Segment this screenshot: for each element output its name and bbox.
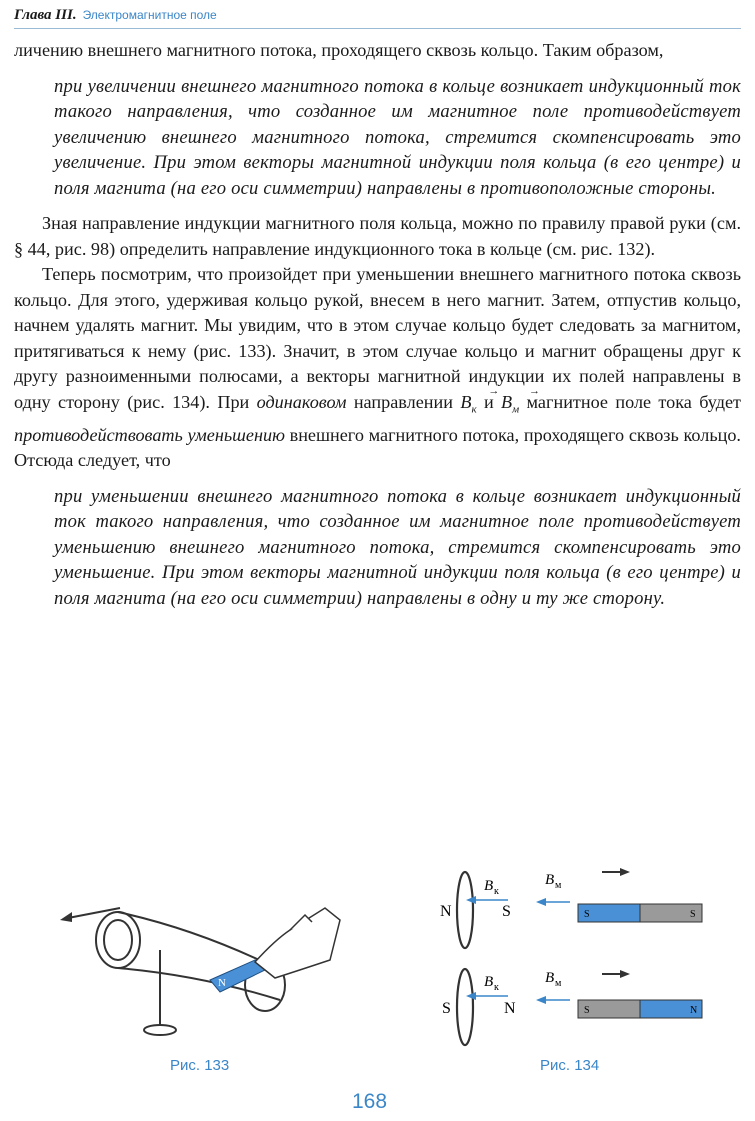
vector-bk [460,391,477,416]
paragraph-1: личению внешнего магнитного потока, проходящего сквозь кольцо. Таким образом, [14,40,664,60]
caption-fig134: Рис. 134 [540,1057,600,1074]
page-body [14,38,741,621]
magnet-bottom-left-pole: S [584,1005,590,1016]
emphasis-same: одинаковом [256,391,347,412]
ring-top-left-pole: N [440,903,452,920]
svg-text:B: B [484,878,494,894]
chapter-label: Глава III. [14,7,77,23]
paragraph-3-text-a: Теперь посмотрим, что произойдет при уменьшении внешнего магнитного потока сквозь кольцо. Для этого, удерживая кольцо рукой, внесем в него магнит. Затем, отпустив кольцо, начнем удалять магнит. Мы увидим, что в этом случае кольцо будет следовать за магнитом, притягиваться к нему (рис. 133). Значит, в этом случае кольцо и магнит обращены друг к другу разноименными полюсами, а векторы магнитной индукции их полей направлены в одну сторону (рис. 134). При [14,264,741,412]
paragraph-3 [14,262,741,474]
vector-bk-letter: B [460,391,472,412]
svg-text:к: к [494,982,499,993]
ring-bottom-left-pole: S [442,1000,451,1017]
magnet-top-left-pole: S [584,909,590,920]
page-number: 168 [352,1090,388,1113]
svg-text:B: B [545,872,555,888]
motion-arrow-bottom [602,970,630,978]
figures-area [0,860,755,1080]
ring-bottom-right-pole: N [504,1000,516,1017]
running-header [14,6,741,29]
ring-top [440,872,511,948]
chapter-topic: Электромагнитное поле [82,8,217,22]
paragraph-3-text-d: и [476,391,502,412]
magnet-bottom [578,1000,702,1018]
caption-fig133: Рис. 133 [170,1057,230,1074]
paragraph-2: Зная направление индукции магнитного поля кольца, можно по правилу правой руки (см. § 44, рис. 98) определить направление индукционного тока в кольце (см. рис. 132). [14,213,741,259]
figure-133 [50,900,350,1050]
hand-icon [255,908,340,978]
svg-text:м: м [555,978,562,989]
magnet-top-right-pole: S [690,909,696,920]
bm-arrow-top [536,872,570,906]
emphasis-counteract: противодействовать уменьшению [14,424,285,445]
svg-text:B: B [545,970,555,986]
bm-arrow-bottom [536,970,570,1004]
vector-bm [501,391,520,416]
motion-arrow-top [602,868,630,876]
vector-bm-letter: B [501,391,513,412]
svg-text:м: м [555,880,562,891]
rule-increase: при увеличении внешнего магнитного потока в кольце возникает индукционный ток такого направления, что созданное им магнитное поле противодействует увеличению внешнего магнитного потока, стремится скомпенсировать это увеличение. При этом векторы магнитной индукции поля кольца (в его центре) и поля магнита (на его оси симметрии) направлены в противоположные стороны. [54,75,741,199]
arrow-left-icon [60,908,120,922]
rule-decrease: при уменьшении внешнего магнитного потока в кольце возникает индукционный ток такого направления, что созданное им магнитное поле противодействует уменьшению внешнего магнитного потока, стремится скомпенсировать это уменьшение. При этом векторы магнитной индукции поля кольца (в его центре) и поля магнита (на его оси симметрии) направлены в одну и ту же сторону. [54,485,741,609]
ring-bottom [442,969,516,1045]
magnet-bottom-right-pole: N [690,1005,698,1016]
magnet-pole-n: N [218,977,226,989]
svg-text:B: B [484,974,494,990]
paragraph-3-text-c: направлении [346,391,461,412]
svg-text:к: к [494,886,499,897]
vector-bm-sub: м [512,403,520,416]
ring-top-right-pole: S [502,903,511,920]
paragraph-3-text-e: магнитное поле тока будет [519,391,741,412]
magnet-top [578,904,702,922]
paragraph-3-text-g: внешнего магнитного потока, проходящего сквозь кольцо. Отсюда следует, что [14,424,741,471]
arrow-left-icon [466,992,476,1000]
figure-134 [430,860,720,1060]
arrow-left-icon [466,896,476,904]
vector-bk-sub: к [471,403,477,416]
